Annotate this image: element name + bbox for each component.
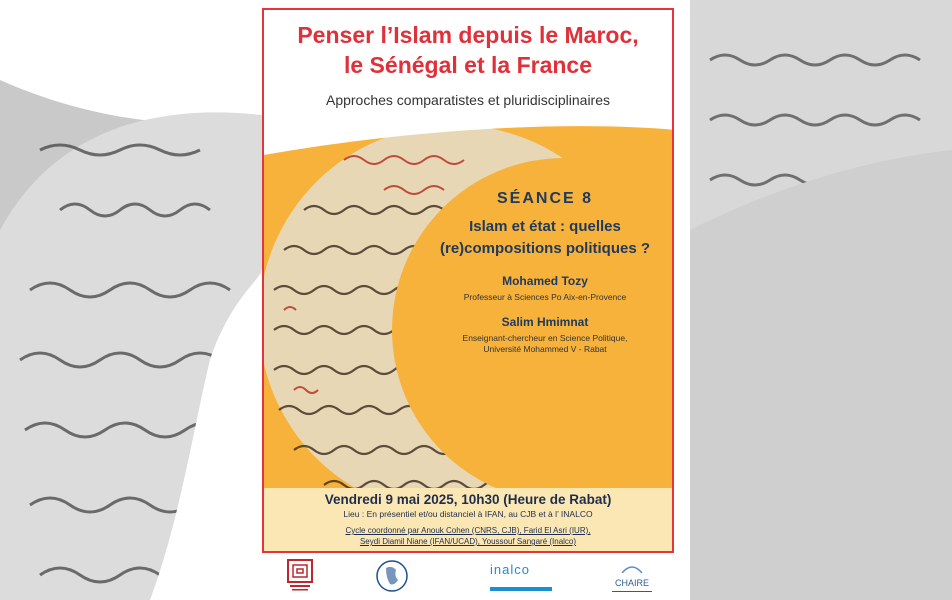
speaker-role [414,333,674,355]
event-location: Lieu : En présentiel et/ou distanciel à IFAN, au CJB et à l’ INALCO [343,509,593,519]
inalco-wordmark: inalco [490,562,530,577]
poster-title-line2: le Sénégal et la France [343,52,592,78]
event-details-band [264,488,672,553]
event-date: Vendredi 9 mai 2025, 10h30 (Heure de Rabat) [324,492,612,507]
cjb-logo-icon [374,558,410,599]
chaire-logo [612,560,652,592]
speaker-name: Salim Hmimnat [501,315,589,329]
cycle-line2: Seydi Diamil Niane (IFAN/UCAD), Youssouf Sangaré (Inalco) [359,537,577,546]
speaker-role-line1: Enseignant-chercheur en Science Politique, [462,333,628,343]
event-poster [262,8,674,553]
session-theme-line1: Islam et état : quelles [469,218,621,235]
poster-subtitle: Approches comparatistes et pluridisciplinaires [325,92,611,108]
inalco-logo [490,562,552,591]
session-theme-line2: (re)compositions politiques ? [439,240,650,257]
speaker-name: Mohamed Tozy [502,274,588,288]
cycle-coordinators [264,525,672,547]
poster-title-line1: Penser l’Islam depuis le Maroc, [297,22,639,48]
session-info [414,190,674,355]
background-manuscript-left [0,0,262,600]
partner-logos [262,556,674,600]
cycle-line1: Cycle coordonné par Anouk Cohen (CNRS, CJB), Farid El Asri (IUR), [345,526,591,535]
chaire-arch-icon [620,563,644,573]
background-manuscript-right [690,0,952,600]
speaker-role-line2: Université Mohammed V - Rabat [483,344,607,354]
fondation-logo-icon [286,558,314,597]
session-number: SÉANCE 8 [496,190,594,207]
chaire-wordmark: CHAIRE [614,578,649,588]
speaker-role: Professeur à Sciences Po Aix-en-Provence [463,292,627,302]
session-theme [414,216,674,260]
